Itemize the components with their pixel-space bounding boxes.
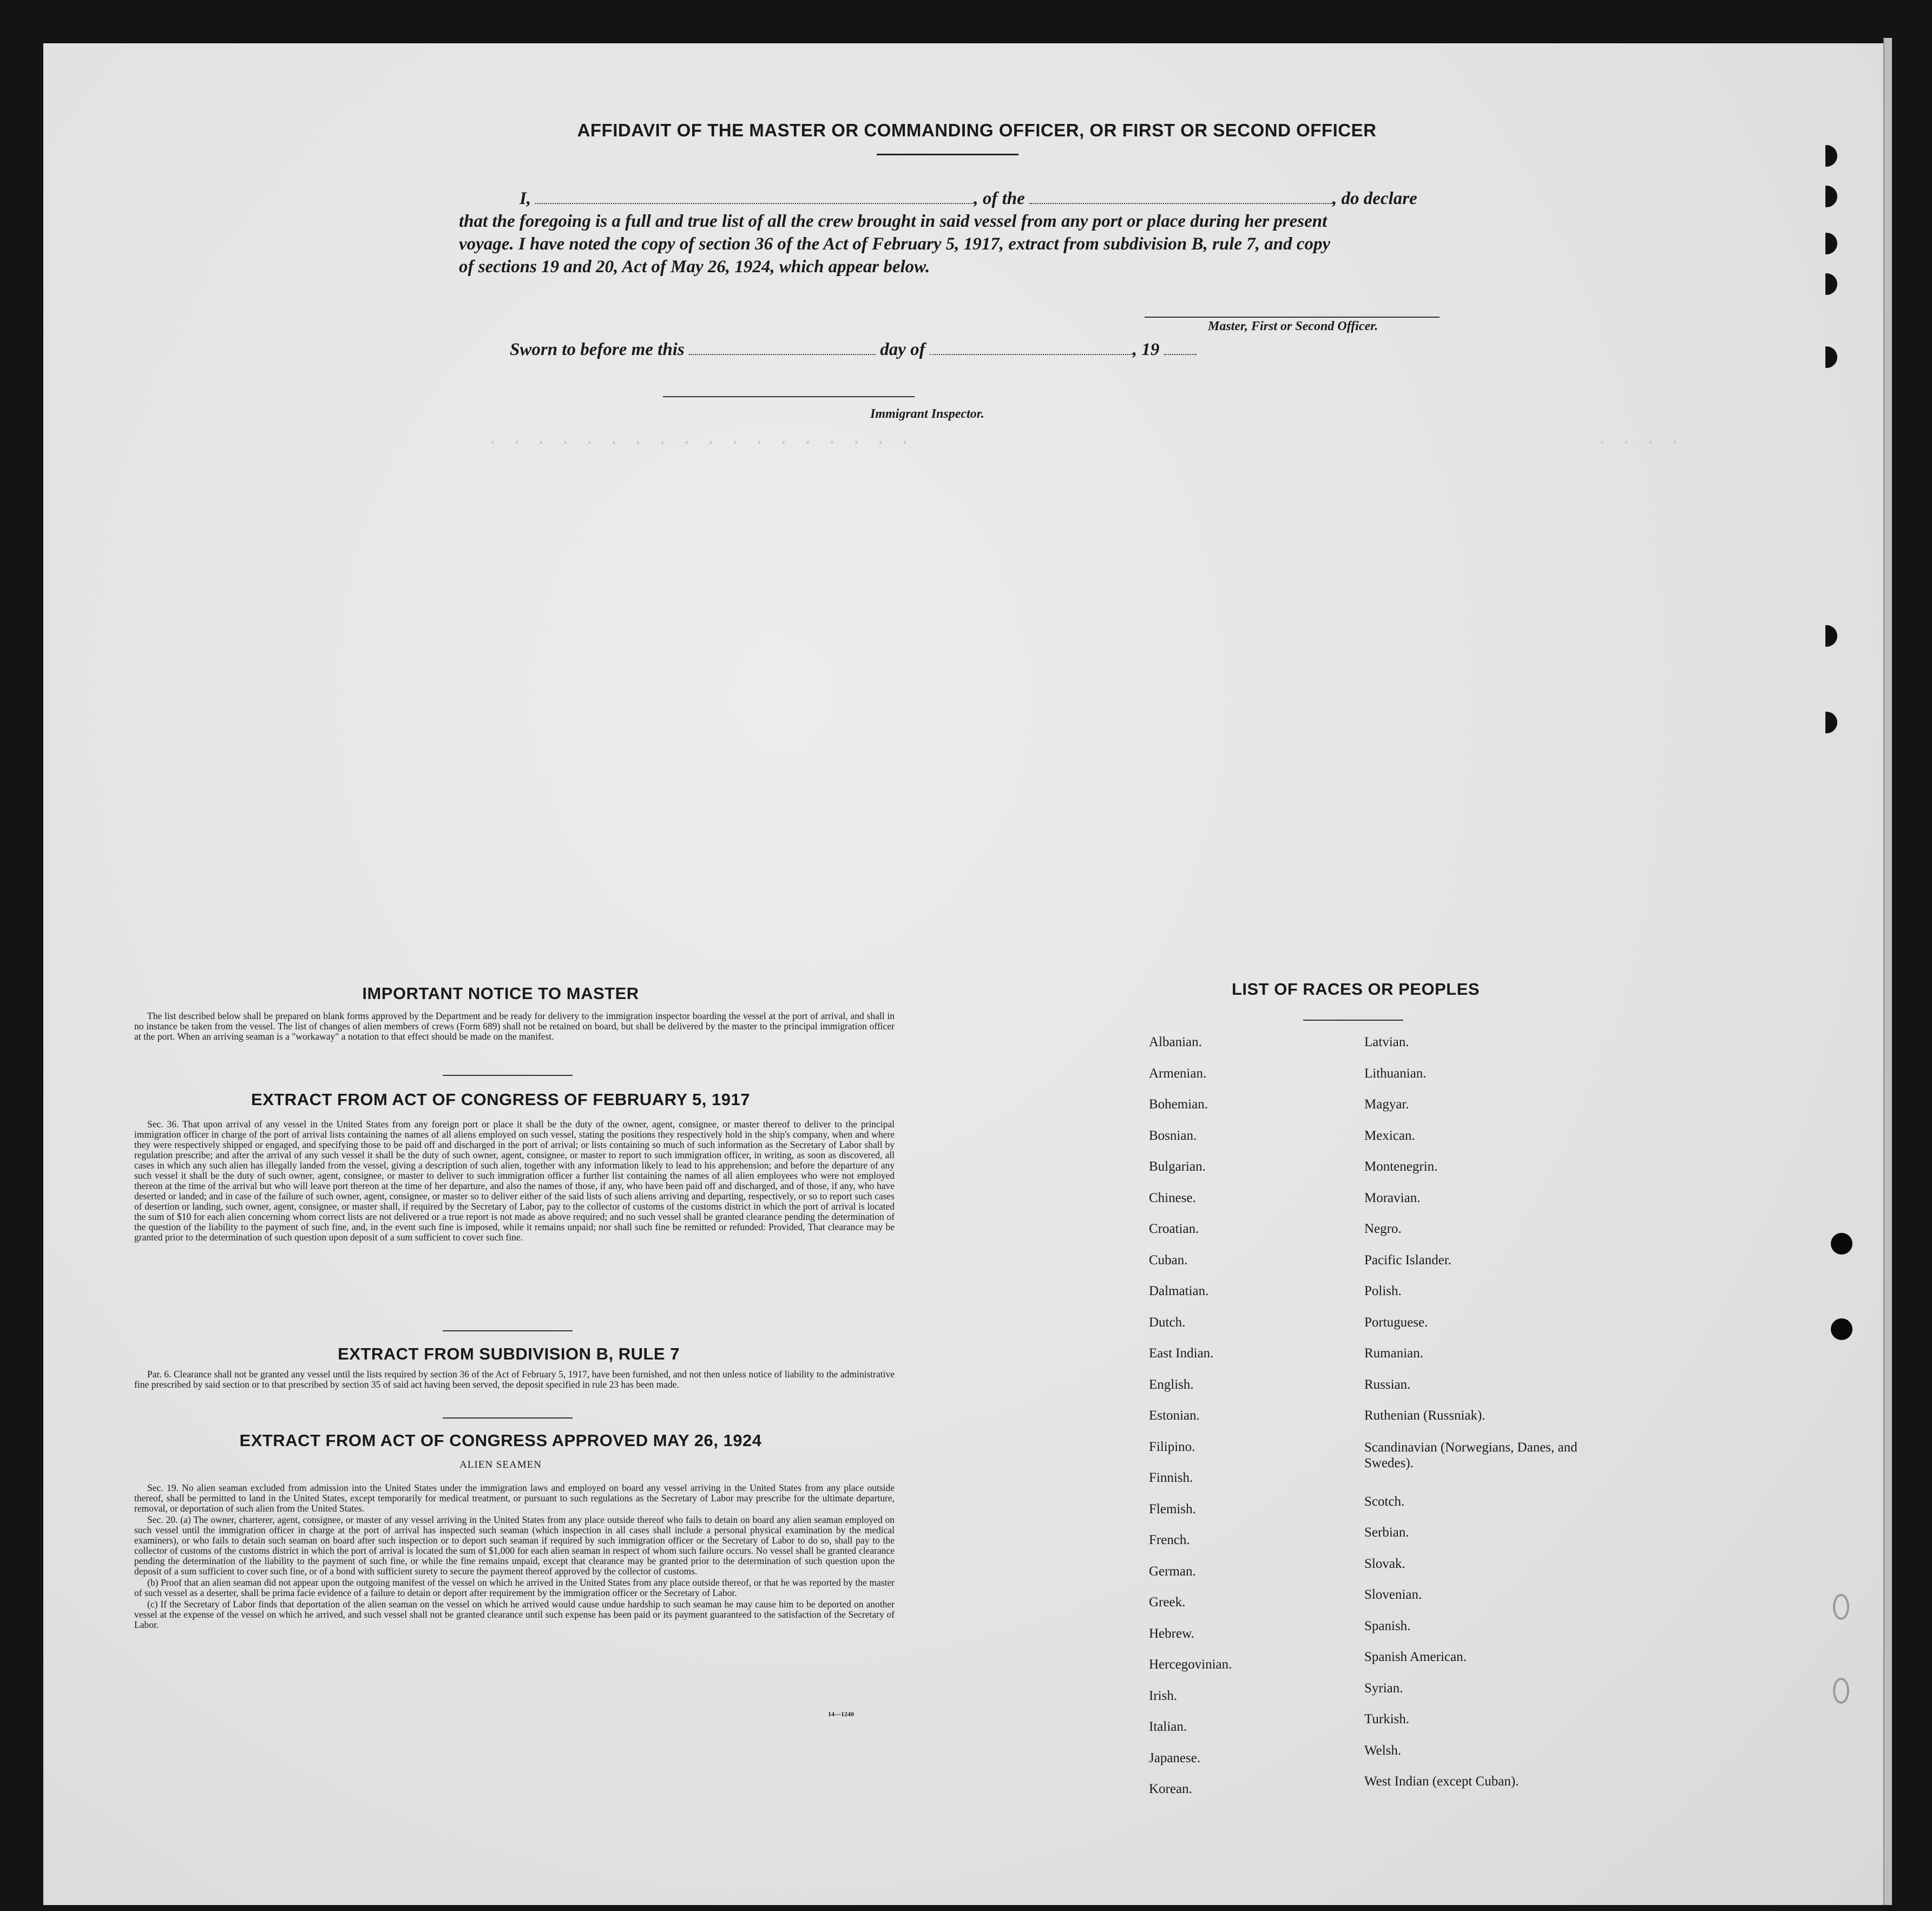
race-item: Chinese. — [1149, 1190, 1196, 1205]
inspector-signature-line[interactable] — [663, 396, 915, 397]
race-item: Magyar. — [1364, 1097, 1409, 1112]
races-left-column — [1149, 1035, 1232, 1813]
race-item: Russian. — [1364, 1377, 1411, 1392]
affidavit-line-3: voyage. I have noted the copy of section 36 of the Act of February 5, 1917, extract from subdivision B, rule 7, and copy — [459, 234, 1331, 254]
race-item: Flemish. — [1149, 1501, 1196, 1516]
punch-hole — [1816, 625, 1837, 647]
sec-20b: (b) Proof that an alien seaman did not appear upon the outgoing manifest of the vessel on which he arrived in the United States from any place outside thereof, or that he was reported by the master of such vessel as a deserter, shall be prima facie evidence of a failure to detain or deport after requirement by the immigration officer or the Secretary of Labor. — [134, 1577, 895, 1598]
affidavit-line-4: of sections 19 and 20, Act of May 26, 1924, which appear below. — [459, 257, 930, 277]
extract-1917-title: EXTRACT FROM ACT OF CONGRESS OF FEBRUARY 5, 1917 — [251, 1090, 750, 1109]
punch-hole — [1816, 145, 1837, 167]
title-rule — [877, 154, 1018, 155]
race-item: Pacific Islander. — [1364, 1252, 1452, 1268]
race-item: Slovak. — [1364, 1556, 1405, 1571]
race-item: Filipino. — [1149, 1439, 1195, 1454]
race-item: Albanian. — [1149, 1035, 1202, 1049]
races-title-rule — [1303, 1020, 1403, 1021]
name-field[interactable] — [535, 203, 974, 204]
page-edge — [1883, 38, 1892, 1905]
sec-20c: (c) If the Secretary of Labor finds that deportation of the alien seaman on the vessel on which he arrived would cause undue hardship to such seaman he may cause him to be deported on another vessel at the expense of the vessel on which he arrived, and such vessel shall not be granted clearance until such expense has been paid or its payment guaranteed to the satisfaction of the Secretary of Labor. — [134, 1599, 895, 1630]
extract-1917-body: Sec. 36. That upon arrival of any vessel in the United States from any foreign port or place it shall be the duty of the owner, agent, consignee, or master thereof to deliver to the principal immigration officer in charge of the port of arrival lists containing the names of all aliens employed on such vessel, stating the positions they respectively hold in the ship's company, when and where they were respectively shipped or engaged, and specifying those to be paid off and discharged in the port of arrival; or lists containing so much of such information as the Secretary of Labor shall by regulation prescribe; and after the arrival of any such vessel it shall be the duty of such owner, agent, consignee, or master to report to such immigration officer, in writing, as soon as discovered, all cases in which any such alien has illegally landed from the vessel, giving a description of such alien, together with any information likely to lead to his apprehension; and before the departure of any such vessel it shall be the duty of such owner, agent, consignee, or master to deliver to such immigration officer a further list containing the names of all alien employees who were not employed thereon at the time of the arrival but who will leave port thereon at the time of her departure, and also the names of those, if any, who have been paid off and discharged, and of those, if any, who have deserted or landed; and in case of the failure of such owner, agent, consignee, or master so to deliver either of the said lists of such aliens arriving and departing, respectively, or so to report such cases of desertion or landing, such owner, agent, consignee, or master shall, if required by the Secretary of Labor, pay to the collector of customs of the customs district in which the port of arrival is located the sum of $10 for each alien concerning whom correct lists are not delivered or a true report is not made as above required; and no such vessel shall be granted clearance pending the determination of the question of the liability to the payment of such fine, and, in the event such fine is imposed, while it remains unpaid; nor shall such fine be remitted or refunded: Provided, That clearance may be granted prior to the determination of such question upon deposit of a sum sufficient to cover such fine. — [134, 1119, 895, 1243]
rule-7-body: Par. 6. Clearance shall not be granted any vessel until the lists required by section 36 of the Act of February 5, 1917, have been furnished, and not then unless notice of liability to the administrative fine prescribed by said section or to that prescribed by section 35 of said act having been served, the deposit specified in rule 23 has been made. — [134, 1369, 895, 1390]
affidavit-line-2: that the foregoing is a full and true list of all the crew brought in said vessel from any port or place during her present — [459, 212, 1328, 231]
punch-hole — [1831, 1318, 1852, 1340]
race-item: Finnish. — [1149, 1470, 1193, 1485]
race-item: Spanish American. — [1364, 1650, 1467, 1664]
race-item: Dutch. — [1149, 1315, 1186, 1330]
race-item: West Indian (except Cuban). — [1364, 1774, 1519, 1789]
race-item: Welsh. — [1364, 1743, 1402, 1758]
race-item: French. — [1149, 1533, 1190, 1547]
sec-20a: Sec. 20. (a) The owner, charterer, agent, consignee, or master of any vessel arriving in the United States from any place outside thereof who fails to detain on board any alien seaman employed on such vessel until the immigration officer in charge at the port of arrival has inspected such seaman (which inspection in all cases shall include a personal physical examination by the medical examiners), or who fails to detain such seaman on board after such inspection or to deport such seaman if required by such immigration officer or the Secretary of Labor to do so, shall pay to the collector of customs of the customs district in which the port of arrival is located the sum of $1,000 for each alien seaman in respect of whom such failure occurs. No vessel shall be granted clearance pending the determination of the liability to the payment of such fine, or while the fine remains unpaid, except that clearance may be granted prior to the determination of such question upon the deposit of a sum sufficient to cover such fine, or of a bond with sufficient surety to secure the payment thereof approved by the collector of customs. — [134, 1514, 895, 1577]
race-item: Portuguese. — [1364, 1315, 1428, 1330]
race-item: Montenegrin. — [1364, 1159, 1438, 1174]
race-item: Bohemian. — [1149, 1097, 1208, 1112]
race-item: Bosnian. — [1149, 1128, 1197, 1143]
alien-seamen-subtitle: ALIEN SEAMEN — [459, 1459, 542, 1470]
position-field[interactable] — [1029, 203, 1332, 204]
race-item: Korean. — [1149, 1782, 1192, 1796]
race-item: Cuban. — [1149, 1252, 1188, 1268]
race-item: Scotch. — [1364, 1494, 1405, 1509]
section-rule — [443, 1330, 573, 1331]
punch-hole — [1833, 1678, 1849, 1704]
race-item: Moravian. — [1364, 1190, 1421, 1205]
race-item: Armenian. — [1149, 1066, 1207, 1081]
race-item: German. — [1149, 1564, 1196, 1579]
sworn-month-field[interactable] — [930, 354, 1133, 355]
race-item: Spanish. — [1364, 1618, 1411, 1633]
race-item: English. — [1149, 1377, 1194, 1392]
sworn-year-field[interactable] — [1164, 354, 1197, 355]
race-item: Japanese. — [1149, 1750, 1201, 1765]
race-item: Latvian. — [1364, 1035, 1409, 1049]
punch-hole — [1816, 273, 1837, 295]
races-title: LIST OF RACES OR PEOPLES — [1231, 980, 1480, 999]
race-item: Lithuanian. — [1364, 1066, 1427, 1081]
races-right-column — [1364, 1035, 1592, 1805]
master-signature-line[interactable] — [1145, 317, 1440, 318]
section-rule — [443, 1417, 573, 1419]
bleed-through: · · · · · · · · · · · · · · · · · · — [487, 433, 912, 454]
punch-hole — [1816, 712, 1837, 733]
extract-1924-body — [134, 1483, 895, 1631]
race-item: Estonian. — [1149, 1408, 1200, 1423]
race-item: Bulgarian. — [1149, 1159, 1206, 1174]
race-item: Slovenian. — [1364, 1587, 1422, 1602]
race-item: Negro. — [1364, 1222, 1402, 1236]
sec-19: Sec. 19. No alien seaman excluded from admission into the United States under the immigration laws and employed on board any vessel arriving in the United States from any place outside thereof, shall be permitted to land in the United States, except temporarily for medical treatment, or pursuant to such regulations as the Secretary of Labor may prescribe for the ultimate departure, removal, or deportation of such alien from the United States. — [134, 1482, 895, 1514]
race-item: Polish. — [1364, 1284, 1402, 1298]
punch-hole — [1831, 1233, 1852, 1255]
master-signature-label: Master, First or Second Officer. — [1208, 319, 1378, 333]
form-number: 14—1240 — [828, 1710, 854, 1718]
notice-title: IMPORTANT NOTICE TO MASTER — [362, 984, 639, 1003]
punch-hole — [1816, 233, 1837, 254]
race-item: Irish. — [1149, 1688, 1178, 1703]
race-item: Dalmatian. — [1149, 1284, 1209, 1298]
bleed-through: · · · · — [1596, 433, 1681, 454]
race-item: Hebrew. — [1149, 1626, 1194, 1641]
inspector-label: Immigrant Inspector. — [870, 407, 984, 421]
race-item: Greek. — [1149, 1595, 1186, 1610]
race-item: Italian. — [1149, 1719, 1187, 1734]
affidavit-line-1: I, , of the , do declare — [520, 189, 1417, 208]
race-item: Hercegovinian. — [1149, 1657, 1232, 1672]
race-item: East Indian. — [1149, 1346, 1214, 1361]
punch-hole — [1816, 186, 1837, 207]
affidavit-title: AFFIDAVIT OF THE MASTER OR COMMANDING OFFICER, OR FIRST OR SECOND OFFICER — [577, 120, 1377, 140]
sworn-day-field[interactable] — [689, 354, 876, 355]
punch-hole — [1816, 346, 1837, 368]
race-item: Serbian. — [1364, 1525, 1409, 1540]
extract-1924-title: EXTRACT FROM ACT OF CONGRESS APPROVED MAY 26, 1924 — [239, 1431, 762, 1450]
race-item: Scandinavian (Norwegians, Danes, and Swedes). — [1364, 1440, 1578, 1470]
race-item: Turkish. — [1364, 1712, 1410, 1726]
race-item: Syrian. — [1364, 1680, 1403, 1696]
notice-body: The list described below shall be prepared on blank forms approved by the Department and be ready for delivery to the immigration inspector boarding the vessel at the port of arrival, and shall in no instance be taken from the vessel. The list of changes of alien members of crews (Form 689) shall not be retained on board, but shall be delivered by the master to the principal immigration officer at the port. When an arriving seaman is a "workaway" a notation to that effect should be made on the manifest. — [134, 1010, 895, 1042]
race-item: Mexican. — [1364, 1128, 1415, 1143]
sworn-line: Sworn to before me this day of , 19 — [510, 340, 1197, 360]
race-item: Rumanian. — [1364, 1346, 1424, 1361]
rule-7-title: EXTRACT FROM SUBDIVISION B, RULE 7 — [338, 1344, 680, 1363]
punch-hole — [1833, 1594, 1849, 1620]
race-item: Croatian. — [1149, 1222, 1199, 1236]
race-item: Ruthenian (Russniak). — [1364, 1408, 1486, 1423]
section-rule — [443, 1075, 573, 1076]
